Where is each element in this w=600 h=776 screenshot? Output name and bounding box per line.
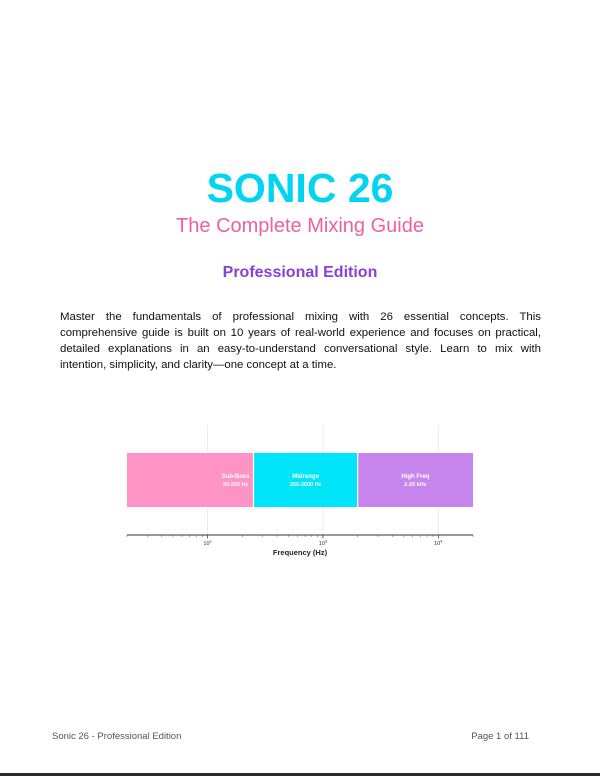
tick-label-0: $10^2$ <box>203 538 212 547</box>
band-name-label-2: High Freq <box>401 474 430 480</box>
page-subtitle: The Complete Mixing Guide <box>176 215 424 237</box>
chart-bands <box>127 453 473 507</box>
band-name-label-0: Sub-Bass <box>221 474 250 480</box>
band-range-label-0: 20-250 Hz <box>222 482 249 488</box>
tick-label-2: $10^4$ <box>434 538 443 547</box>
footer-page-number: Page 1 of 111 <box>471 731 529 742</box>
band-rect-2 <box>358 453 473 507</box>
tick-label-1: $10^3$ <box>318 538 328 547</box>
intro-paragraph: Master the fundamentals of professional mixing with 26 essential concepts. This comprehensive guide is built on 10 years of real-world experience and focuses on practical, detailed explanations in an easy-to-understand conversational style. Learn to mix with intention, simplicity, and clarity—one concept at a time. <box>60 311 541 371</box>
band-name-label-1: Midrange <box>292 474 319 480</box>
band-range-label-1: 250-2000 Hz <box>289 482 322 488</box>
band-rect-1 <box>254 453 358 507</box>
page-title: SONIC 26 <box>206 165 394 211</box>
band-rect-0 <box>127 453 254 507</box>
band-range-label-2: 2-20 kHz <box>404 482 427 488</box>
footer-document-name: Sonic 26 - Professional Edition <box>52 731 182 742</box>
chart-ticks <box>127 535 473 547</box>
x-axis-label: Frequency (Hz) <box>272 548 328 557</box>
edition-label: Professional Edition <box>222 264 378 281</box>
